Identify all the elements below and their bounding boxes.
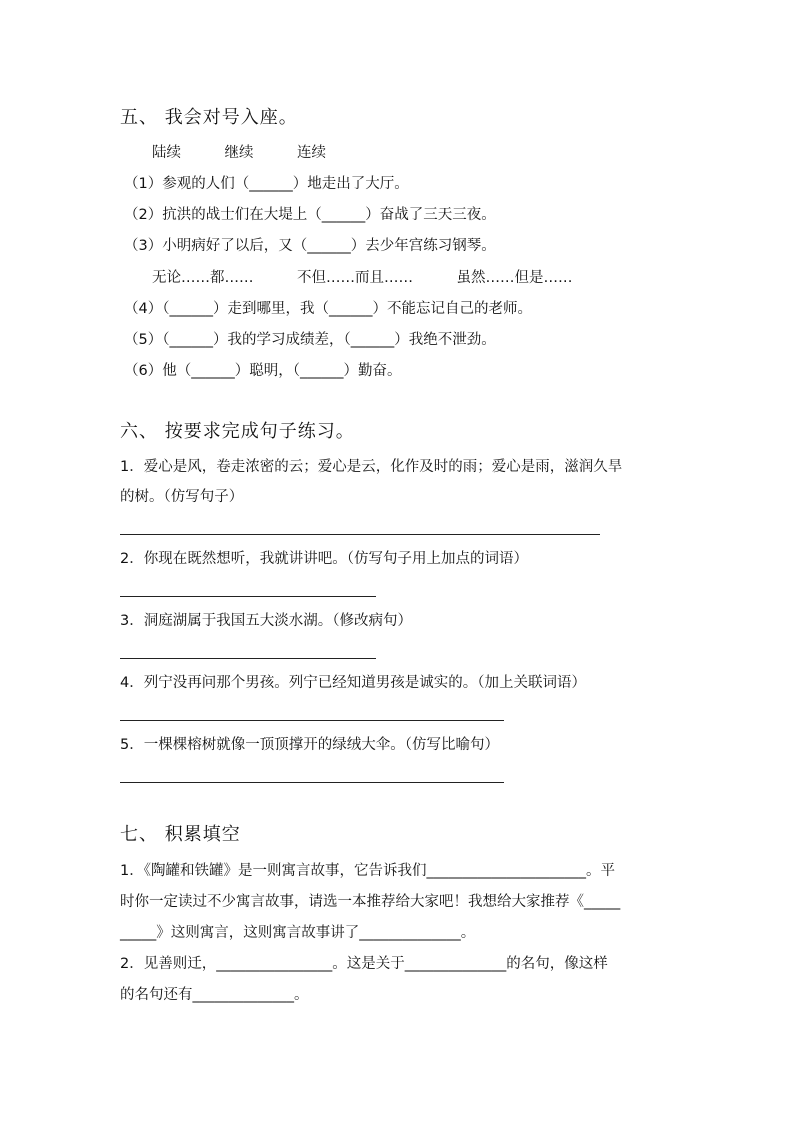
section-6-title: 六、 按要求完成句子练习。 (120, 421, 355, 442)
question-6-2: 2．你现在既然想听，我就讲讲吧。（仿写句子用上加点的词语） (120, 551, 528, 567)
question-7-1-line-3: _____》这则寓言，这则寓言故事讲了______________。 (120, 925, 476, 941)
question-6-5: 5．一棵棵榕树就像一顶顶撑开的绿绒大伞。（仿写比喻句） (120, 737, 499, 753)
question-6-1-line-2: 的树。（仿写句子） (120, 489, 244, 505)
word-options-2: 无论……都…… 不但……而且…… 虽然……但是…… (152, 270, 573, 286)
word-options-1: 陆续 继续 连续 (152, 145, 326, 161)
question-5-5: （5）（______）我的学习成绩差，（______）我绝不泄劲。 (124, 332, 496, 348)
question-7-2-line-2: 的名句还有______________。 (120, 987, 309, 1003)
section-5-title: 五、 我会对号入座。 (120, 107, 298, 128)
question-6-3: 3．洞庭湖属于我国五大淡水湖。（修改病句） (120, 613, 412, 629)
question-5-4: （4）（______）走到哪里，我（______）不能忘记自己的老师。 (124, 301, 532, 317)
question-5-3: （3）小明病好了以后，又（______）去少年宫练习钢琴。 (124, 238, 496, 254)
question-5-1: （1）参观的人们（______）地走出了大厅。 (124, 176, 409, 192)
answer-line-6-3[interactable] (120, 658, 376, 659)
question-7-2-line-1: 2．见善则迁，________________。这是关于______________的名句，像这样 (120, 956, 608, 972)
answer-line-6-1[interactable] (120, 534, 600, 535)
question-7-1-line-1: 1．《陶罐和铁罐》是一则寓言故事，它告诉我们______________________。平 (120, 863, 615, 879)
answer-line-6-5[interactable] (120, 782, 504, 783)
question-7-1-line-2: 时你一定读过不少寓言故事，请选一本推荐给大家吧！我想给大家推荐《_____ (120, 894, 621, 910)
answer-line-6-4[interactable] (120, 720, 504, 721)
question-6-1-line-1: 1．爱心是风，卷走浓密的云；爱心是云，化作及时的雨；爱心是雨，滋润久旱 (120, 459, 623, 475)
question-5-6: （6）他（______）聪明，（______）勤奋。 (124, 363, 402, 379)
section-7-title: 七、 积累填空 (120, 824, 241, 845)
question-6-4: 4．列宁没再问那个男孩。列宁已经知道男孩是诚实的。（加上关联词语） (120, 675, 586, 691)
answer-line-6-2[interactable] (120, 596, 376, 597)
question-5-2: （2）抗洪的战士们在大堤上（______）奋战了三天三夜。 (124, 207, 496, 223)
